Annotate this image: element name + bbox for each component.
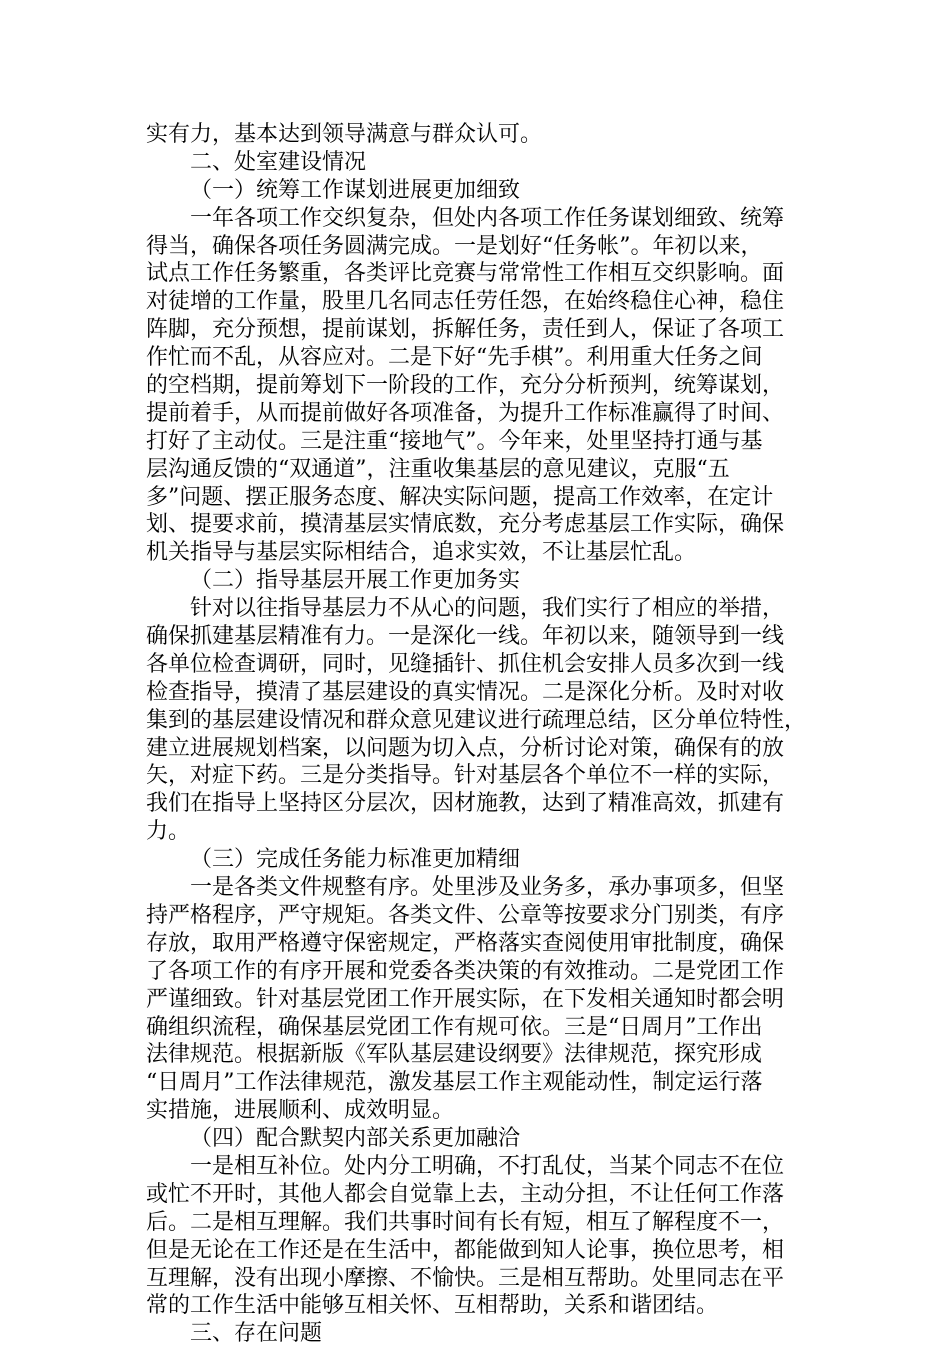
text-line: 常的工作生活中能够互相关怀、互相帮助，关系和谐团结。 [146,1293,719,1319]
paragraph [146,874,826,1125]
text-line: 阵脚，充分预想，提前谋划，拆解任务，责任到人，保证了各项工 [146,317,785,343]
text-line: 三、存在问题 [190,1321,323,1347]
text-line: 了各项工作的有序开展和党委各类决策的有效推动。二是党团工作 [146,958,785,984]
text-line: （四）配合默契内部关系更加融洽 [190,1126,521,1152]
text-line: 一年各项工作交织复杂，但处内各项工作任务谋划细致、统筹 [190,205,785,231]
text-line: 作忙而不乱，从容应对。二是下好“先手棋”。利用重大任务之间 [146,345,763,371]
text-line: 持严格程序，严守规矩。各类文件、公章等按要求分门别类，有序 [146,902,785,928]
text-line: （三）完成任务能力标准更加精细 [190,847,521,873]
text-line: 互理解，没有出现小摩擦、不愉快。三是相互帮助。处里同志在平 [146,1265,785,1291]
text-line: 力。 [146,819,191,845]
text-line: 严谨细致。针对基层党团工作开展实际，在下发相关通知时都会明 [146,986,785,1012]
text-line: 多”问题、摆正服务态度、解决实际问题，提高工作效率，在定计 [146,484,774,510]
subsection-heading [146,1125,826,1153]
text-line: 提前着手，从而提前做好各项准备，为提升工作标准赢得了时间、 [146,400,785,426]
text-line: 二、处室建设情况 [190,149,367,175]
text-line: 各单位检查调研，同时，见缝插针、抓住机会安排人员多次到一线 [146,651,785,677]
text-line: “日周月”工作法律规范，激发基层工作主观能动性，制定运行落 [146,1070,763,1096]
text-line: 对徒增的工作量，股里几名同志任劳任怨，在始终稳住心神，稳住 [146,289,785,315]
text-line: 实有力，基本达到领导满意与群众认可。 [146,122,543,147]
text-line: 检查指导，摸清了基层建设的真实情况。二是深化分析。及时对收 [146,679,785,705]
text-line: （二）指导基层开展工作更加务实 [190,568,521,594]
text-line: 或忙不开时，其他人都会自觉靠上去，主动分担，不让任何工作落 [146,1181,785,1207]
paragraph [146,205,826,568]
text-line: （一）统筹工作谋划进展更加细致 [190,177,521,203]
document-body [146,121,826,1348]
paragraph [146,1153,826,1320]
text-line: 得当，确保各项任务圆满完成。一是划好“任务帐”。年初以来， [146,233,763,259]
text-line: 的空档期，提前筹划下一阶段的工作，充分分析预判，统筹谋划， [146,373,785,399]
text-line: 但是无论在工作还是在生活中，都能做到知人论事，换位思考，相 [146,1237,785,1263]
text-line: 层沟通反馈的“双通道”，注重收集基层的意见建议，克服“五 [146,456,730,482]
text-line: 确保抓建基层精准有力。一是深化一线。年初以来，随领导到一线 [146,624,785,650]
text-line: 实措施，进展顺利、成效明显。 [146,1098,455,1124]
text-line: 存放，取用严格遵守保密规定，严格落实查阅使用审批制度，确保 [146,930,785,956]
subsection-heading [146,177,826,205]
text-line: 试点工作任务繁重，各类评比竞赛与常常性工作相互交织影响。面 [146,261,785,287]
text-line: 划、提要求前，摸清基层实情底数，充分考虑基层工作实际，确保 [146,512,785,538]
text-line: 机关指导与基层实际相结合，追求实效，不让基层忙乱。 [146,540,697,566]
text-line: 确组织流程，确保基层党团工作有规可依。三是“日周月”工作出 [146,1014,763,1040]
text-line: 建立进展规划档案，以问题为切入点，分析讨论对策，确保有的放 [146,735,785,761]
text-line: 后。二是相互理解。我们共事时间有长有短，相互了解程度不一， [146,1209,785,1235]
text-line: 法律规范。根据新版《军队基层建设纲要》法律规范，探究形成 [146,1042,763,1068]
text-line: 我们在指导上坚持区分层次，因材施教，达到了精准高效，抓建有 [146,791,785,817]
text-line: 矢，对症下药。三是分类指导。针对基层各个单位不一样的实际， [146,763,785,789]
text-line: 集到的基层建设情况和群众意见建议进行疏理总结，区分单位特性， [146,707,807,733]
paragraph [146,595,826,846]
text-line: 一是相互补位。处内分工明确，不打乱仗，当某个同志不在位 [190,1153,785,1179]
text-line: 一是各类文件规整有序。处里涉及业务多，承办事项多，但坚 [190,875,785,901]
text-line: 打好了主动仗。三是注重“接地气”。今年来，处里坚持打通与基 [146,428,763,454]
section-heading [146,149,826,177]
text-line: 针对以往指导基层力不从心的问题，我们实行了相应的举措， [190,596,785,622]
paragraph [146,121,826,149]
subsection-heading [146,567,826,595]
subsection-heading [146,846,826,874]
